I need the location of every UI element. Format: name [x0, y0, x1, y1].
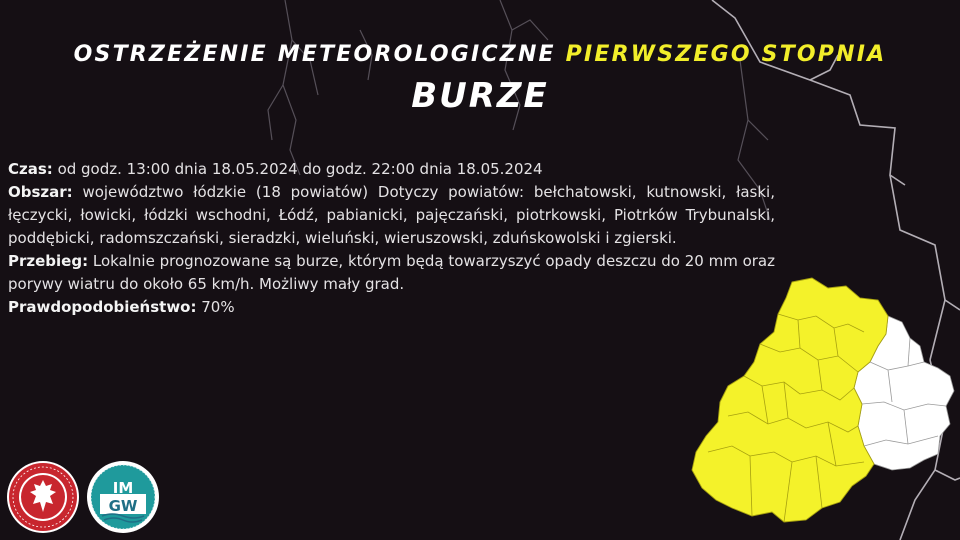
imgw-logo	[86, 460, 160, 534]
map-region-warning	[692, 278, 888, 522]
imgw-logo-bottom-text: GW	[108, 497, 138, 515]
warning-title-main: OSTRZEŻENIE METEOROLOGICZNE	[73, 42, 566, 67]
area-value: województwo łódzkie (18 powiatów) Dotyczy powiatów: bełchatowski, kutnowski, łaski, łęczycki, łowicki, łódzki wschodni, Łódź, pabianicki, pajęczański, piotrkowski, Piotrków Trybunalski, poddębicki, radomszczański, sieradzki, wieluński, wieruszowski, zduńskowolski i zgierski.	[8, 183, 775, 247]
voivodeship-map	[688, 276, 960, 526]
eagle-emblem-icon	[6, 460, 80, 534]
area-row	[8, 181, 775, 250]
warning-title	[0, 42, 960, 67]
probability-value: 70%	[196, 298, 235, 316]
warning-level-label: PIERWSZEGO STOPNIA	[565, 42, 887, 67]
time-row	[8, 158, 775, 181]
imgw-logo-top-text: IM	[112, 479, 134, 497]
time-label: Czas:	[8, 160, 53, 178]
time-value: od godz. 13:00 dnia 18.05.2024 do godz. 22:00 dnia 18.05.2024	[52, 160, 543, 178]
area-label: Obszar:	[8, 183, 73, 201]
probability-row	[8, 296, 775, 319]
course-label: Przebieg:	[8, 252, 89, 270]
course-row	[8, 250, 775, 296]
course-value: Lokalnie prognozowane są burze, którym będą towarzyszyć opady deszczu do 20 mm oraz porywy wiatru do około 65 km/h. Możliwy mały grad.	[8, 252, 775, 293]
probability-label: Prawdopodobieństwo:	[8, 298, 197, 316]
phenomenon-title: BURZE	[411, 76, 549, 116]
warning-details	[8, 158, 775, 319]
